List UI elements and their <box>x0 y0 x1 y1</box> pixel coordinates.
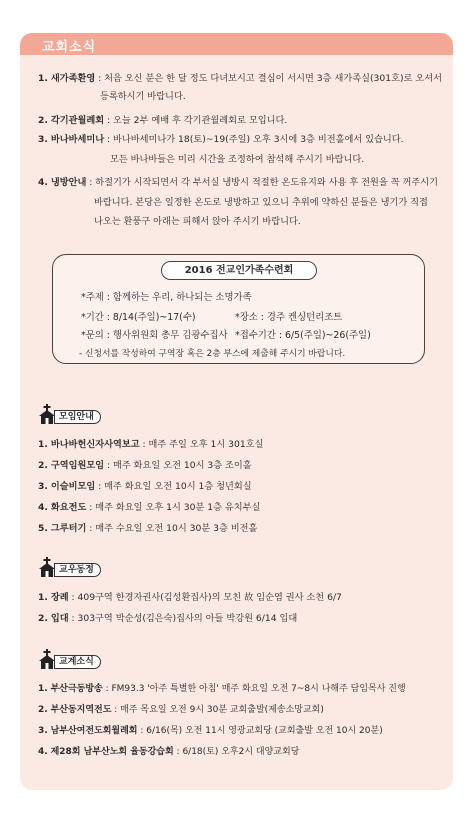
news-text: 모든 바나바들은 미리 시간을 조정하여 참석해 주시기 바랍니다. <box>110 154 365 165</box>
meetings-title: 모임안내 <box>54 410 101 424</box>
event-deadline: *접수기간 : 6/5(주일)~26(주일) <box>235 330 371 341</box>
item-text: : 6/18(토) 오후2시 대양교회당 <box>173 747 300 757</box>
news-item-4-cont <box>94 194 428 208</box>
item-head: 이슬비모임 <box>50 481 96 492</box>
news-item-4 <box>38 174 438 188</box>
item-text: : 매주 화요일 오후 1시 30분 1층 유치부실 <box>86 502 261 513</box>
item-num: 2. <box>38 705 48 715</box>
news-text: 바랍니다. 본당은 일정한 온도로 냉방하고 있으니 추위에 약하신 분들은 냉기가 직접 <box>94 197 428 208</box>
item-head: 바나바헌신자사역보고 <box>50 439 140 450</box>
item-num: 1. <box>38 592 48 603</box>
item-text: : 매주 목요일 오전 9시 30분 교회출발(제송소망교회) <box>111 705 324 715</box>
event-note: - 신청서를 작성하여 구역장 혹은 2층 부스에 제출해 주시기 바랍니다. <box>79 349 346 359</box>
list-item <box>38 744 299 757</box>
news-text: : 처음 오신 분은 한 달 정도 다녀보시고 결심이 서시면 3층 새가족실(301호)로 오셔서 <box>98 73 442 84</box>
item-head: 부산동지역전도 <box>50 705 112 715</box>
list-item <box>38 723 383 736</box>
news-head: 냉방안내 <box>50 177 87 188</box>
interchurch-title: 교계소식 <box>54 655 101 669</box>
members-title: 교우동정 <box>54 563 101 577</box>
item-num: 4. <box>38 502 48 513</box>
list-item <box>38 702 324 715</box>
news-text: 나오는 환풍구 아래는 피해서 앉아 주시기 바랍니다. <box>94 216 301 227</box>
header-bar <box>20 33 453 55</box>
news-num: 3. <box>38 134 48 145</box>
item-head: 화요전도 <box>50 502 87 513</box>
item-num: 1. <box>38 684 48 694</box>
list-item <box>38 589 342 603</box>
news-text: : 바나바세미나가 18(토)~19(주일) 오후 3시에 3층 비전홀에서 있습니다. <box>107 134 404 145</box>
item-num: 2. <box>38 613 48 624</box>
news-head: 각기관월례회 <box>50 115 105 126</box>
item-num: 2. <box>38 460 48 471</box>
item-num: 3. <box>38 726 48 736</box>
item-num: 4. <box>38 747 48 757</box>
event-box <box>52 254 425 364</box>
event-place: *장소 : 경주 켄싱턴리조트 <box>235 312 343 323</box>
list-item <box>38 436 263 450</box>
item-text: : 6/16(목) 오전 11시 영광교회당 (교회출발 오전 10시 20분) <box>137 726 383 736</box>
item-text: : 매주 수요일 오전 10시 30분 3층 비전홀 <box>86 523 258 534</box>
news-item-1 <box>38 70 442 84</box>
news-item-1-cont <box>100 88 186 102</box>
item-text: : 303구역 박순성(김은숙)집사의 아들 박강원 6/14 입대 <box>68 613 298 624</box>
item-text: : 409구역 한경자권사(김성환집사)의 모친 故 임순염 권사 소천 6/7 <box>68 592 342 603</box>
news-num: 2. <box>38 115 48 126</box>
news-item-3-cont <box>110 151 364 165</box>
item-num: 3. <box>38 481 48 492</box>
event-title: 2016 전교인가족수련회 <box>161 261 317 280</box>
item-head: 구역임원모임 <box>50 460 105 471</box>
news-head: 새가족환영 <box>50 73 96 84</box>
item-text: : FM93.3 '아주 특별한 아침' 매주 화요일 오전 7~8시 나해주 담임목사 진행 <box>102 684 406 694</box>
list-item <box>38 457 252 471</box>
item-text: : 매주 화요일 오전 10시 3층 조이홀 <box>104 460 252 471</box>
event-theme: *주제 : 함께하는 우리, 하나되는 소명가족 <box>81 292 252 303</box>
event-contact: *문의 : 행사위원회 총무 김광수집사 <box>81 330 228 341</box>
item-head: 그루터기 <box>50 523 87 534</box>
list-item <box>38 478 252 492</box>
item-head: 입대 <box>50 613 69 624</box>
news-text: : 하절기가 시작되면서 각 부서실 냉방시 적절한 온도유지와 사용 후 전원을 꼭 꺼주시기 <box>89 177 439 188</box>
news-item-4-cont <box>94 213 301 227</box>
item-text: : 매주 화요일 오전 10시 1층 청년회실 <box>95 481 252 492</box>
news-text: 등록하시기 바랍니다. <box>100 91 186 102</box>
item-text: : 매주 주일 오후 1시 301호실 <box>139 439 264 450</box>
list-item <box>38 681 406 694</box>
news-text: : 오늘 2부 예배 후 각기관월례회로 모입니다. <box>107 115 288 126</box>
item-head: 장례 <box>50 592 69 603</box>
news-num: 1. <box>38 73 48 84</box>
list-item <box>38 610 297 624</box>
news-item-2 <box>38 112 287 126</box>
news-head: 바나바세미나 <box>50 134 105 145</box>
item-head: 제28회 남부산노회 율동강습회 <box>50 747 174 757</box>
item-num: 1. <box>38 439 48 450</box>
item-head: 남부산여전도회월례회 <box>50 726 138 736</box>
list-item <box>38 520 257 534</box>
page-title: 교회소식 <box>42 40 97 55</box>
item-num: 5. <box>38 523 48 534</box>
news-item-3 <box>38 131 404 145</box>
item-head: 부산극동방송 <box>50 684 103 694</box>
list-item <box>38 499 260 513</box>
event-period: *기간 : 8/14(주일)~17(수) <box>81 312 196 323</box>
news-num: 4. <box>38 177 48 188</box>
